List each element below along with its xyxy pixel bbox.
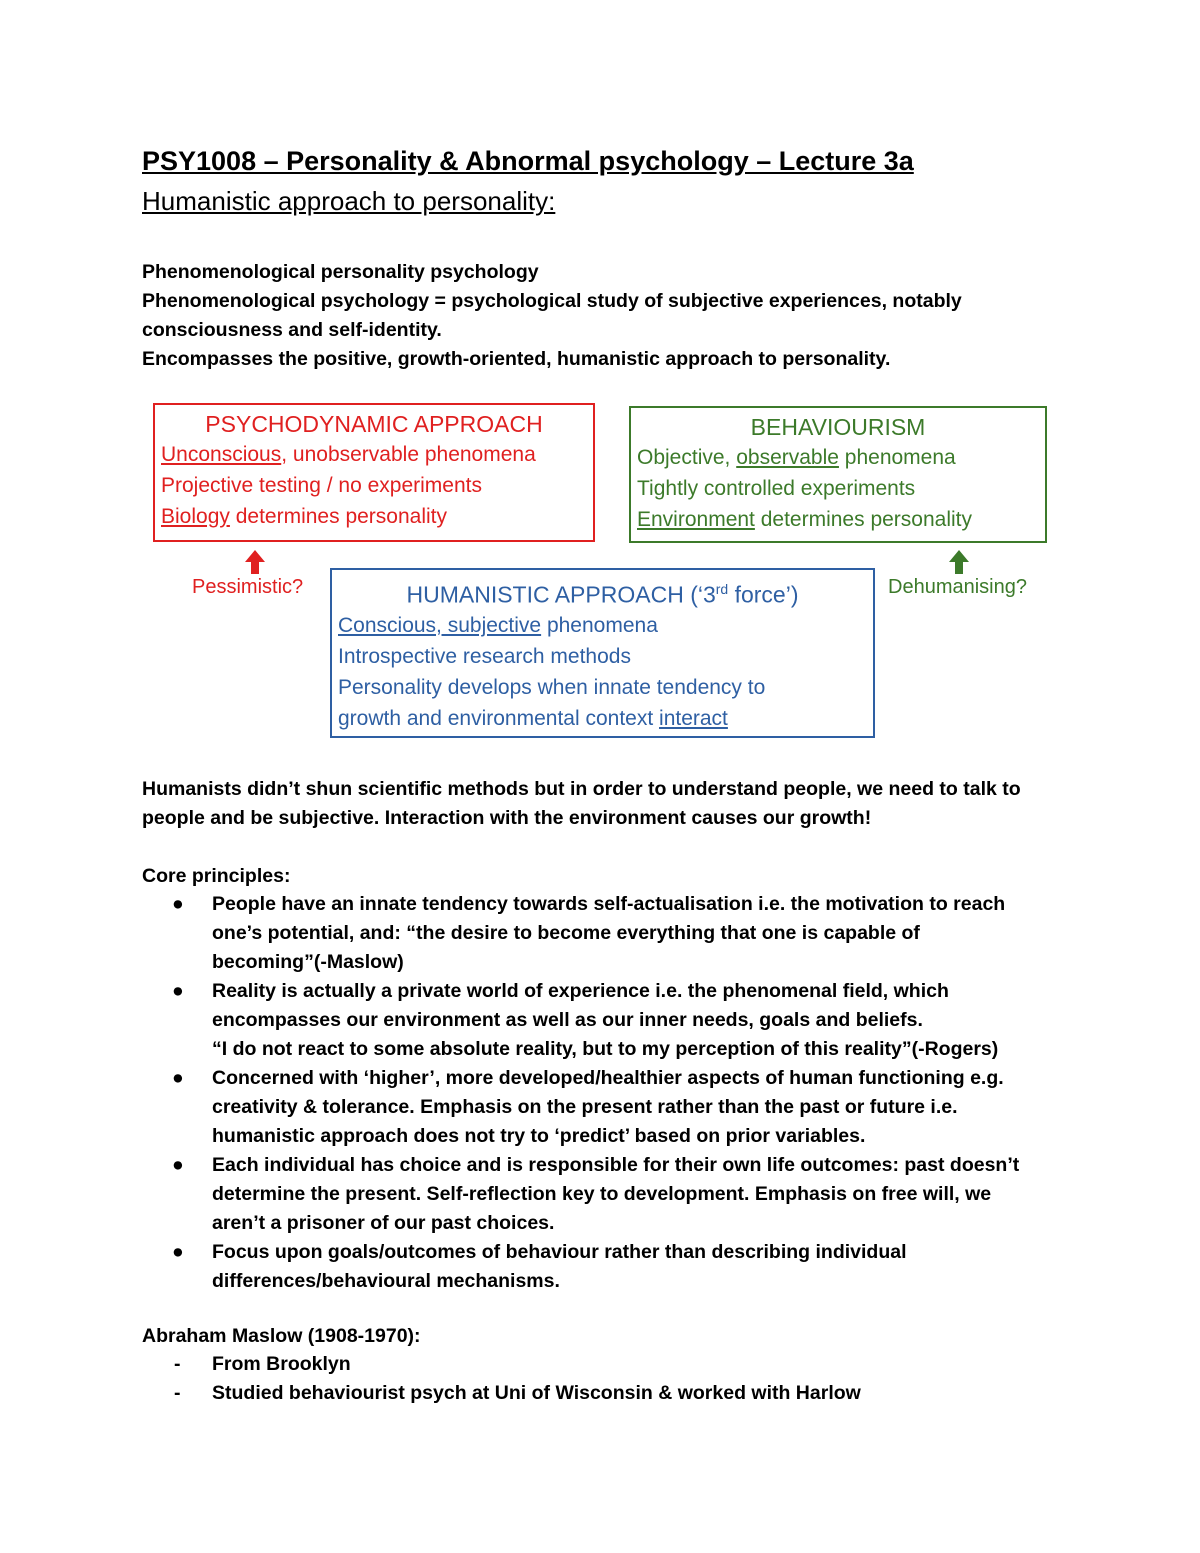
list-item-continuation: one’s potential, and: “the desire to become everything that one is capable of bbox=[212, 922, 920, 944]
behaviourism-line-2: Tightly controlled experiments bbox=[637, 477, 916, 500]
phenomenological-line-2: consciousness and self-identity. bbox=[142, 319, 442, 341]
list-item-continuation: creativity & tolerance. Emphasis on the present rather than the past or future i.e. bbox=[212, 1096, 958, 1118]
behaviourism-box bbox=[629, 406, 1047, 543]
up-arrow-red-icon bbox=[244, 550, 266, 574]
list-item-continuation: “I do not react to some absolute reality, but to my perception of this reality”(-Rogers) bbox=[212, 1038, 999, 1060]
list-item-continuation: becoming”(-Maslow) bbox=[212, 951, 404, 973]
dash-icon: - bbox=[174, 1382, 181, 1404]
humanistic-line-1: Conscious, subjective phenomena bbox=[338, 613, 658, 637]
psychodynamic-box bbox=[153, 403, 595, 542]
psychodynamic-line-2: Projective testing / no experiments bbox=[161, 474, 482, 497]
humanistic-title: HUMANISTIC APPROACH (‘3rd force’) bbox=[406, 581, 799, 608]
phenomenological-heading: Phenomenological personality psychology bbox=[142, 261, 539, 283]
humanists-line-2: people and be subjective. Interaction with the environment causes our growth! bbox=[142, 807, 872, 829]
list-item: ● Each individual has choice and is responsible for their own life outcomes: past doesn’t bbox=[142, 1151, 1019, 1180]
bullet-icon: ● bbox=[172, 1067, 184, 1089]
behaviourism-line-1: Objective, observable phenomena bbox=[637, 446, 956, 469]
humanistic-line-3: Personality develops when innate tendency to bbox=[338, 675, 766, 699]
list-item: - Studied behaviourist psych at Uni of Wisconsin & worked with Harlow bbox=[142, 1379, 861, 1408]
psychodynamic-title: PSYCHODYNAMIC APPROACH bbox=[205, 411, 543, 437]
maslow-heading: Abraham Maslow (1908-1970): bbox=[142, 1325, 421, 1347]
list-item: ● Concerned with ‘higher’, more developed/healthier aspects of human functioning e.g. bbox=[142, 1064, 1019, 1093]
bullet-icon: ● bbox=[172, 1241, 184, 1263]
maslow-list bbox=[142, 1350, 861, 1408]
document-title: PSY1008 – Personality & Abnormal psychology – Lecture 3a bbox=[142, 146, 914, 176]
document-subtitle: Humanistic approach to personality: bbox=[142, 186, 556, 216]
dash-icon: - bbox=[174, 1353, 181, 1375]
list-item: ● People have an innate tendency towards self-actualisation i.e. the motivation to reach bbox=[142, 890, 1019, 919]
pessimistic-label: Pessimistic? bbox=[192, 576, 304, 598]
list-item: - From Brooklyn bbox=[142, 1350, 861, 1379]
up-arrow-green-icon bbox=[948, 550, 970, 574]
list-item: ● Focus upon goals/outcomes of behaviour rather than describing individual bbox=[142, 1238, 1019, 1267]
humanistic-box bbox=[330, 568, 875, 738]
bullet-icon: ● bbox=[172, 893, 184, 915]
behaviourism-line-3: Environment determines personality bbox=[637, 508, 972, 531]
list-item-continuation: determine the present. Self-reflection key to development. Emphasis on free will, we bbox=[212, 1183, 992, 1205]
list-item: ● Reality is actually a private world of experience i.e. the phenomenal field, which bbox=[142, 977, 1019, 1006]
phenomenological-line-1: Phenomenological psychology = psychological study of subjective experiences, notably bbox=[142, 290, 962, 312]
dehumanising-label: Dehumanising? bbox=[888, 576, 1027, 598]
psychodynamic-line-1: Unconscious, unobservable phenomena bbox=[161, 443, 536, 466]
behaviourism-title: BEHAVIOURISM bbox=[750, 414, 926, 440]
core-principles-heading: Core principles: bbox=[142, 865, 291, 887]
bullet-icon: ● bbox=[172, 980, 184, 1002]
list-item-continuation: encompasses our environment as well as our inner needs, goals and beliefs. bbox=[212, 1009, 923, 1031]
list-item-continuation: humanistic approach does not try to ‘predict’ based on prior variables. bbox=[212, 1125, 866, 1147]
list-item-continuation: differences/behavioural mechanisms. bbox=[212, 1270, 560, 1292]
humanistic-line-4: growth and environmental context interact bbox=[338, 706, 728, 730]
bullet-icon: ● bbox=[172, 1154, 184, 1176]
phenomenological-line-3: Encompasses the positive, growth-oriented, humanistic approach to personality. bbox=[142, 348, 891, 370]
humanists-line-1: Humanists didn’t shun scientific methods but in order to understand people, we need to talk to bbox=[142, 778, 1021, 800]
list-item-continuation: aren’t a prisoner of our past choices. bbox=[212, 1212, 555, 1234]
core-principles-list bbox=[142, 890, 1019, 1296]
humanistic-line-2: Introspective research methods bbox=[338, 644, 631, 668]
psychodynamic-line-3: Biology determines personality bbox=[161, 505, 447, 528]
